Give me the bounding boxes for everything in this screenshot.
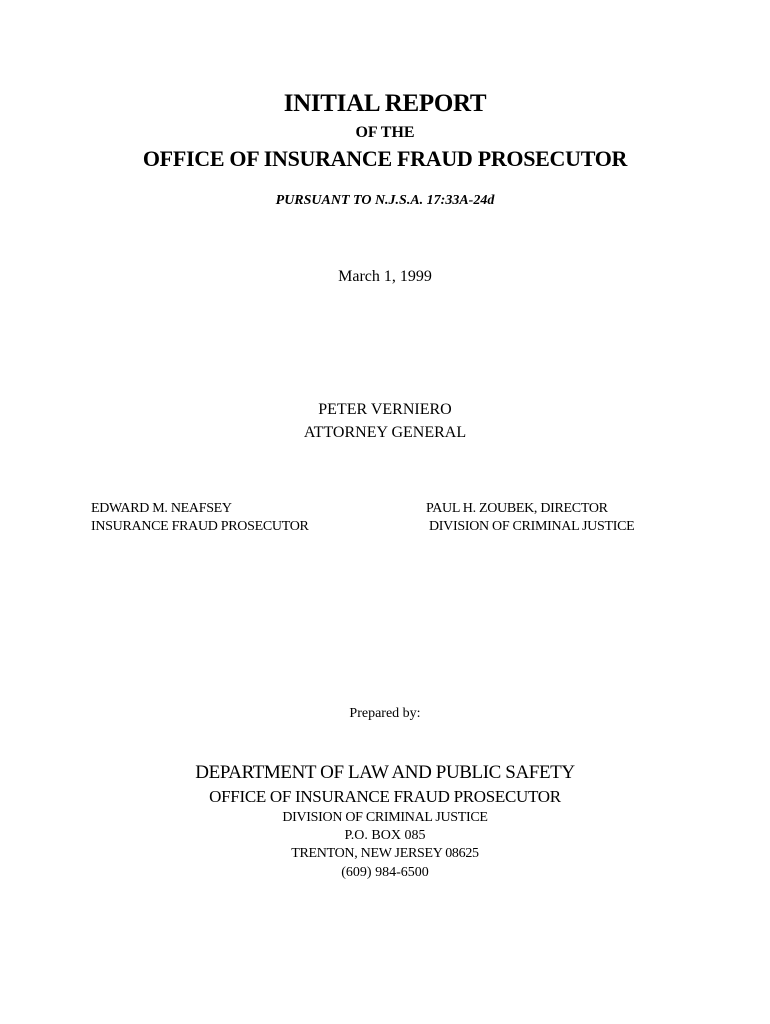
report-subtitle-of-the: OF THE: [355, 124, 415, 141]
report-title: INITIAL REPORT: [283, 90, 487, 117]
city-address: TRENTON, NEW JERSEY 08625: [291, 846, 479, 861]
director-name: PAUL H. ZOUBEK, DIRECTOR: [426, 501, 608, 516]
po-box: P.O. BOX 085: [344, 828, 426, 843]
department-name: DEPARTMENT OF LAW AND PUBLIC SAFETY: [195, 762, 575, 783]
attorney-general-name: PETER VERNIERO: [318, 401, 452, 418]
prosecutor-name: EDWARD M. NEAFSEY: [91, 501, 232, 516]
division-name: DIVISION OF CRIMINAL JUSTICE: [282, 810, 488, 825]
phone-number: (609) 984-6500: [341, 865, 429, 880]
report-office-heading: OFFICE OF INSURANCE FRAUD PROSECUTOR: [142, 146, 628, 171]
director-division: DIVISION OF CRIMINAL JUSTICE: [429, 519, 635, 534]
report-date: March 1, 1999: [338, 268, 432, 285]
prepared-by-label: Prepared by:: [349, 706, 421, 721]
attorney-general-title: ATTORNEY GENERAL: [303, 424, 467, 441]
statute-citation: PURSUANT TO N.J.S.A. 17:33A-24d: [275, 193, 495, 208]
office-name: OFFICE OF INSURANCE FRAUD PROSECUTOR: [209, 787, 561, 806]
prosecutor-title: INSURANCE FRAUD PROSECUTOR: [91, 519, 309, 534]
